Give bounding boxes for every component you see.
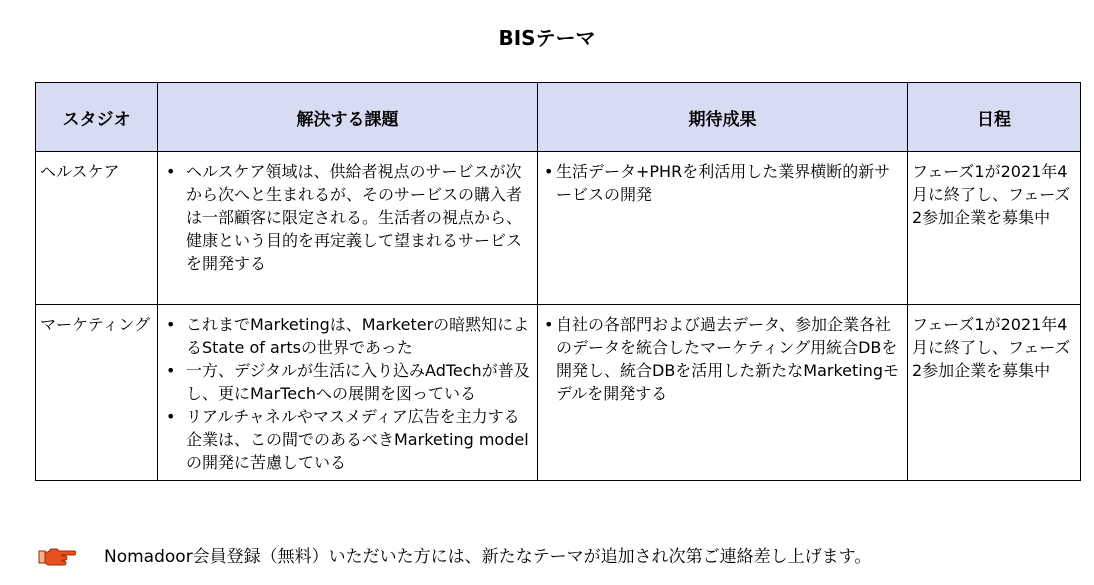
footer-text: Nomadoor会員登録（無料）いただいた方には、新たなテーマが追加され次第ご連絡差し上げます。: [104, 547, 872, 567]
studio-cell: マーケティング: [36, 305, 158, 481]
issues-cell: [158, 305, 538, 481]
pointing-hand-icon: [38, 544, 76, 566]
schedule-cell: フェーズ1が2021年4月に終了し、フェーズ2参加企業を募集中: [908, 152, 1081, 305]
column-header-schedule: 日程: [908, 83, 1081, 152]
bis-theme-table: [35, 82, 1081, 481]
results-list: [542, 160, 903, 206]
results-list: [542, 313, 903, 405]
column-header-issues: 解決する課題: [158, 83, 538, 152]
result-item: • 生活データ+PHRを利活用した業界横断的新サービスの開発: [542, 160, 903, 206]
result-item: • 自社の各部門および過去データ、参加企業各社のデータを統合したマーケティング用統合DBを開発し、統合DBを活用した新たなMarketingモデルを開発する: [542, 313, 903, 405]
table-row-healthcare: [36, 152, 1081, 305]
table-header-row: [36, 83, 1081, 152]
issues-list: [162, 313, 533, 474]
schedule-cell: フェーズ1が2021年4月に終了し、フェーズ2参加企業を募集中: [908, 305, 1081, 481]
table-row-marketing: [36, 305, 1081, 481]
column-header-studio: スタジオ: [36, 83, 158, 152]
issue-item: • ヘルスケア領域は、供給者視点のサービスが次から次へと生まれるが、そのサービスの購入者は一部顧客に限定される。生活者の視点から、健康という目的を再定義して望まれるサービスを開発する: [162, 160, 533, 275]
issue-item: • これまでMarketingは、Marketerの暗黙知によるState of artsの世界であった: [162, 313, 533, 359]
issues-list: [162, 160, 533, 275]
footer-note: [38, 542, 871, 567]
issue-item: • 一方、デジタルが生活に入り込みAdTechが普及し、更にMarTechへの展開を図っている: [162, 359, 533, 405]
page-title: BISテーマ: [498, 26, 596, 50]
issues-cell: [158, 152, 538, 305]
results-cell: [538, 305, 908, 481]
column-header-results: 期待成果: [538, 83, 908, 152]
studio-cell: ヘルスケア: [36, 152, 158, 305]
issue-item: • リアルチャネルやマスメディア広告を主力する企業は、この間でのあるべきMarketing modelの開発に苦慮している: [162, 405, 533, 474]
results-cell: [538, 152, 908, 305]
